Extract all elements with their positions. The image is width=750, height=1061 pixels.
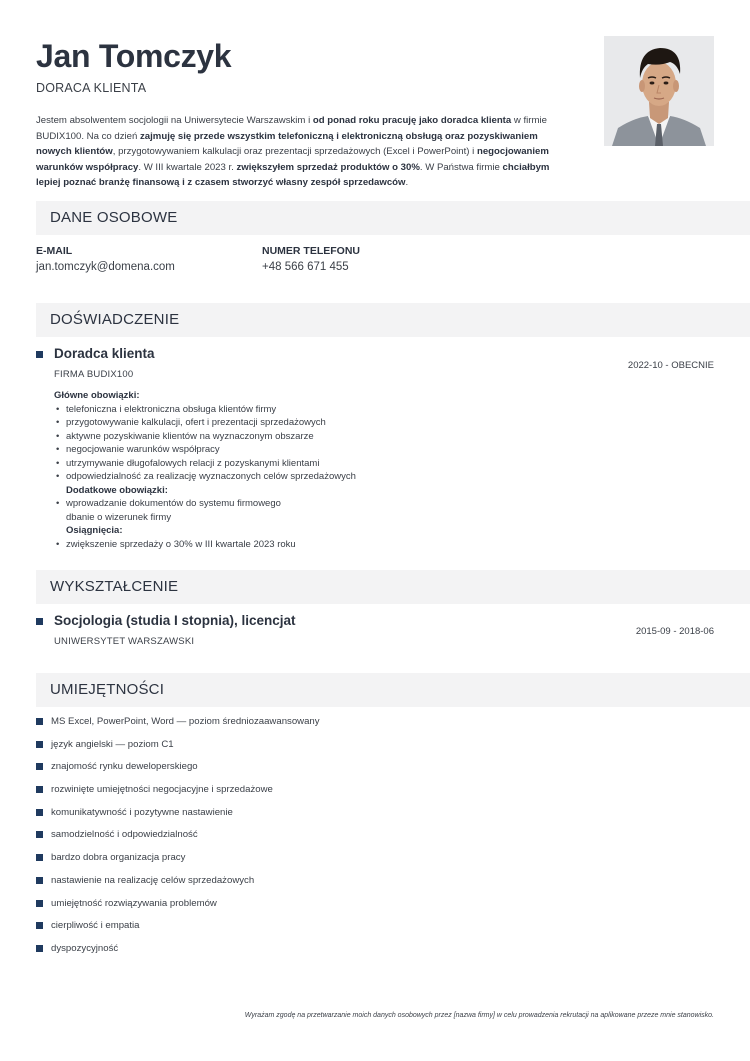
section-title-education: WYKSZTAŁCENIE	[50, 578, 179, 595]
skill-bullet-icon	[36, 831, 43, 838]
achievement-item: • zwiększenie sprzedaży o 30% w III kwartale 2023 roku	[54, 538, 474, 552]
skill-bullet-icon	[36, 945, 43, 952]
skill-bullet-icon	[36, 786, 43, 793]
experience-title: Doradca klienta	[54, 346, 155, 361]
skill-bullet-icon	[36, 809, 43, 816]
skill-text: MS Excel, PowerPoint, Word — poziom średniozaawansowany	[51, 716, 320, 727]
duty-item: • przygotowywanie kalkulacji, ofert i prezentacji sprzedażowych	[54, 416, 474, 430]
extra-duties-label: Dodatkowe obowiązki:	[66, 484, 168, 496]
skill-bullet-icon	[36, 900, 43, 907]
duty-item: • odpowiedzialność za realizację wyznaczonych celów sprzedażowych	[54, 470, 474, 484]
phone-value: +48 566 671 455	[262, 261, 349, 273]
skill-bullet-icon	[36, 922, 43, 929]
main-duties-list	[54, 403, 474, 484]
extra-duty-item: dbanie o wizerunek firmy	[66, 511, 172, 523]
portrait-illustration	[604, 36, 714, 146]
candidate-role: DORACA KLIENTA	[36, 81, 147, 95]
summary-fragment: . W Państwa firmie	[419, 161, 503, 173]
gdpr-consent: Wyrażam zgodę na przetwarzanie moich danych osobowych przez [nazwa firmy] w celu prowadzenia rekrutacji na aplikowane przeze mnie stanowisko.	[244, 1012, 714, 1019]
skill-text: cierpliwość i empatia	[51, 920, 140, 932]
education-marker-icon	[36, 618, 43, 625]
skill-text: umiejętność rozwiązywania problemów	[51, 897, 217, 909]
skill-item	[36, 783, 636, 806]
email-value: jan.tomczyk@domena.com	[36, 261, 175, 273]
extra-duty-item: • wprowadzanie dokumentów do systemu firmowego	[54, 497, 474, 511]
extra-duties-list	[54, 497, 474, 524]
skill-text: język angielski — poziom C1	[51, 738, 174, 750]
education-date: 2015-09 - 2018-06	[635, 626, 714, 637]
skills-list	[36, 715, 636, 965]
skill-text: dyspozycyjność	[51, 942, 119, 954]
candidate-name: Jan Tomczyk	[36, 38, 232, 74]
main-duties-label: Główne obowiązki:	[54, 390, 140, 401]
skill-bullet-icon	[36, 763, 43, 770]
skill-text: komunikatywność i pozytywne nastawienie	[51, 806, 233, 818]
profile-summary	[36, 113, 576, 191]
achievements-label: Osiągnięcia:	[66, 525, 123, 536]
summary-fragment: negocjowaniem warunków współpracy	[36, 146, 549, 173]
section-title-skills: UMIEJĘTNOŚCI	[50, 681, 165, 698]
summary-fragment: chciałbym lepiej poznać branżę finansową i z czasem stworzyć własny zespół sprzedawców	[36, 161, 550, 188]
summary-fragment: , przygotowywaniem kalkulacji oraz prezentacji sprzedażowych (Excel i PowerPoint) i	[112, 146, 477, 157]
achievements-list	[54, 538, 474, 552]
summary-fragment: zwiększyłem sprzedaż produktów o 30%	[236, 161, 420, 173]
experience-marker-icon	[36, 351, 43, 358]
skill-item	[36, 874, 636, 897]
skill-item	[36, 806, 636, 829]
phone-label: NUMER TELEFONU	[262, 245, 360, 257]
section-title-experience: DOŚWIADCZENIE	[50, 311, 180, 328]
section-header-skills	[36, 673, 750, 707]
experience-duties	[54, 389, 474, 551]
skill-item	[36, 738, 636, 761]
skill-bullet-icon	[36, 854, 43, 861]
email-label: E-MAIL	[36, 245, 73, 257]
education-org: UNIWERSYTET WARSZAWSKI	[54, 636, 195, 647]
experience-org: FIRMA BUDIX100	[54, 369, 134, 380]
skill-bullet-icon	[36, 718, 43, 725]
duty-item: • aktywne pozyskiwanie klientów na wyznaczonym obszarze	[54, 430, 474, 444]
section-header-personal	[36, 201, 750, 235]
section-header-experience	[36, 303, 750, 337]
duty-item: • negocjowanie warunków współpracy	[54, 443, 474, 457]
skill-item	[36, 897, 636, 920]
skill-text: znajomość rynku deweloperskiego	[51, 761, 198, 773]
summary-fragment: . W III kwartale 2023 r.	[138, 161, 237, 173]
skill-text: nastawienie na realizację celów sprzedażowych	[51, 874, 255, 886]
section-title-personal: DANE OSOBOWE	[50, 209, 178, 226]
education-title: Socjologia (studia I stopnia), licencjat	[54, 613, 296, 628]
experience-date: 2022-10 - OBECNIE	[627, 360, 714, 371]
duty-item: • utrzymywanie długofalowych relacji z pozyskanymi klientami	[54, 457, 474, 471]
profile-photo	[604, 36, 714, 146]
summary-fragment: .	[405, 177, 409, 188]
skill-item	[36, 919, 636, 942]
skill-bullet-icon	[36, 877, 43, 884]
skill-item	[36, 760, 636, 783]
summary-fragment: Jestem absolwentem socjologii na Uniwersytecie Warszawskim i	[36, 115, 313, 126]
summary-fragment: w firmie BUDIX100. Na co dzień	[36, 115, 547, 142]
skill-item	[36, 828, 636, 851]
skill-item	[36, 715, 636, 738]
skill-text: samodzielność i odpowiedzialność	[51, 829, 198, 841]
skill-text: bardzo dobra organizacja pracy	[51, 852, 186, 864]
skill-item	[36, 851, 636, 874]
skill-item	[36, 942, 636, 965]
summary-fragment: od ponad roku pracuję jako doradca klienta	[312, 115, 512, 126]
section-header-education	[36, 570, 750, 604]
skill-bullet-icon	[36, 741, 43, 748]
duty-item: • telefoniczna i elektroniczna obsługa klientów firmy	[54, 403, 474, 417]
summary-fragment: zajmuję się przede wszystkim telefoniczną i elektroniczną obsługą oraz pozyskiwaniem nowych klientów	[36, 130, 538, 157]
skill-text: rozwinięte umiejętności negocjacyjne i sprzedażowe	[51, 784, 273, 796]
